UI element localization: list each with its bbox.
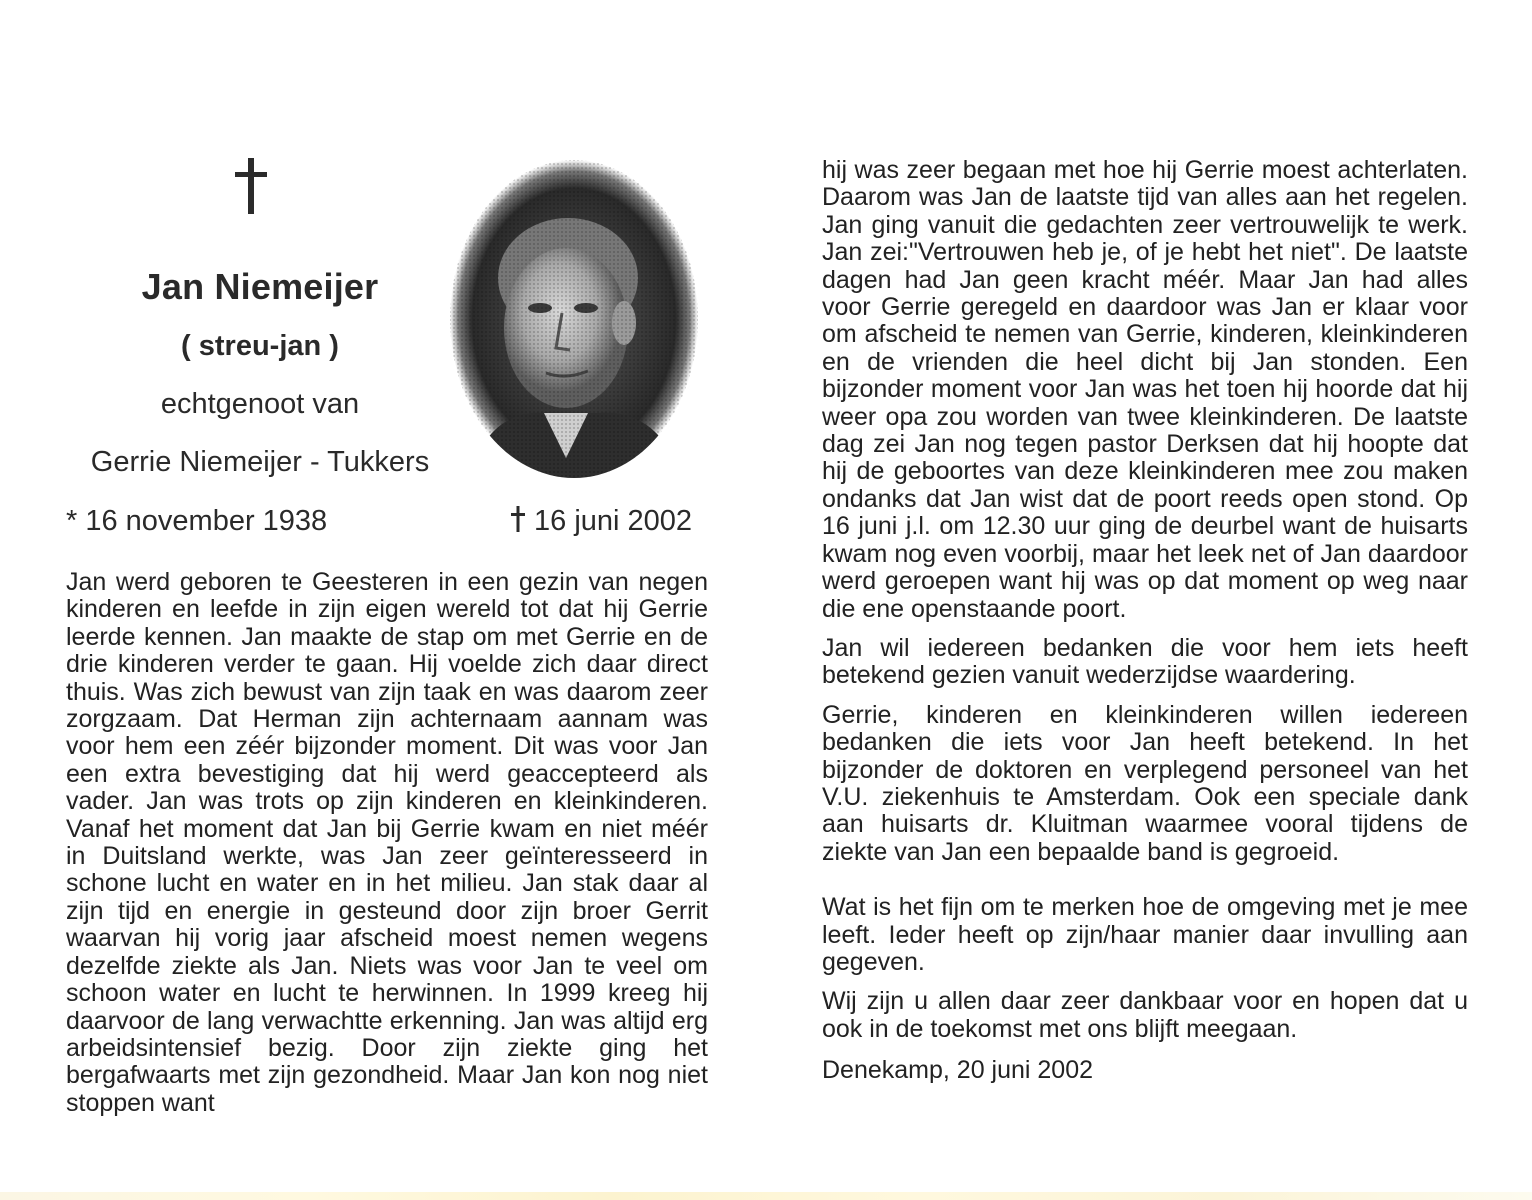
family-thanks-paragraph: Gerrie, kinderen en kleinkinderen willen iedereen bedanken die iets voor Jan heeft betekend. In het bijzonder de doktoren en verplegend personeel van het V.U. ziekenhuis te Amsterdam. Ook een speciale dank aan huisarts dr. Kluitman waarmee vooral tijdens de ziekte van Jan een bepaalde band is gegroeid. — [822, 700, 1468, 866]
birth-date: * 16 november 1938 — [66, 505, 328, 537]
deceased-name: Jan Niemeijer — [141, 266, 379, 307]
portrait-photo — [448, 158, 700, 480]
spouse-label: echtgenoot van — [160, 388, 360, 420]
gratitude-paragraph: Wij zijn u allen daar zeer dankbaar voor en hopen dat u ook in de toekomst met ons blijft meegaan. — [822, 987, 1468, 1043]
death-date: 16 juni 2002 — [534, 505, 693, 537]
biography-text: Jan werd geboren te Geesteren in een gezin van negen kinderen en leefde in zijn eigen wereld tot dat hij Gerrie leerde kennen. Jan maakte de stap om met Gerrie en de drie kinderen verder te gaan. Hij voelde zich daar direct thuis. Was zich bewust van zijn taak en was daarom zeer zorgzaam. Dat Herman zijn achternaam aannam was voor hem een zéér bijzonder moment. Dit was voor Jan een extra bevestiging dat hij werd geaccepteerd als vader. Jan was trots op zijn kinderen en kleinkinderen. Vanaf het moment dat Jan bij Gerrie kwam en niet méér in Duitsland werkte, was Jan zeer geïnteresseerd in schone lucht en water en in het milieu. Jan stak daar al zijn tijd en energie in gesteund door zijn broer Gerrit waarvan hij vorig jaar afscheid moest nemen wegens dezelfde ziekte als Jan. Niets was voor Jan te veel om schoon water en lucht te herwinnen. In 1999 kreeg hij daarvoor de lang verwachtte erkenning. Jan was altijd erg arbeidsintensief bezig. Door zijn ziekte ging het bergafwaarts met zijn gezondheid. Maar Jan kon nog niet stoppen want — [66, 568, 708, 1117]
right-column — [822, 157, 1468, 1085]
cross-icon — [233, 158, 269, 214]
spouse-name: Gerrie Niemeijer - Tukkers — [90, 446, 430, 478]
thanks-paragraph: Jan wil iedereen bedanken die voor hem iets heeft betekend gezien vanuit wederzijdse waardering. — [822, 633, 1468, 690]
nickname: ( streu-jan ) — [181, 330, 339, 362]
small-cross-icon — [510, 506, 526, 532]
paper-edge — [0, 1192, 1532, 1200]
place-and-date: Denekamp, 20 juni 2002 — [822, 1056, 1094, 1085]
community-paragraph: Wat is het fijn om te merken hoe de omgeving met je mee leeft. Ieder heeft op zijn/haar manier daar invulling aan gegeven. — [822, 893, 1468, 976]
biography-continuation: hij was zeer begaan met hoe hij Gerrie moest achterlaten. Daarom was Jan de laatste tijd van alles aan het regelen. Jan ging vanuit die gedachten zeer vertrouwelijk te werk. Jan zei:"Vertrouwen heb je, of je hebt het niet". De laatste dagen had Jan geen kracht méér. Maar Jan had alles voor Gerrie geregeld en daardoor was Jan er klaar voor om afscheid te nemen van Gerrie, kinderen, kleinkinderen en de vrienden die heel dicht bij Jan stonden. Een bijzonder moment voor Jan was het toen hij hoorde dat hij weer opa zou worden van twee kleinkinderen. De laatste dag zei Jan nog tegen pastor Derksen dat hij hoopte dat hij de geboortes van deze kleinkinderen mee zou maken ondanks dat Jan wist dat de poort reeds open stond. Op 16 juni j.l. om 12.30 uur ging de deurbel want de huisarts kwam nog even voorbij, maar het leek net of Jan daardoor werd geroepen want hij was op dat moment op weg naar die ene openstaande poort. — [822, 156, 1468, 623]
death-date-line — [510, 505, 692, 538]
